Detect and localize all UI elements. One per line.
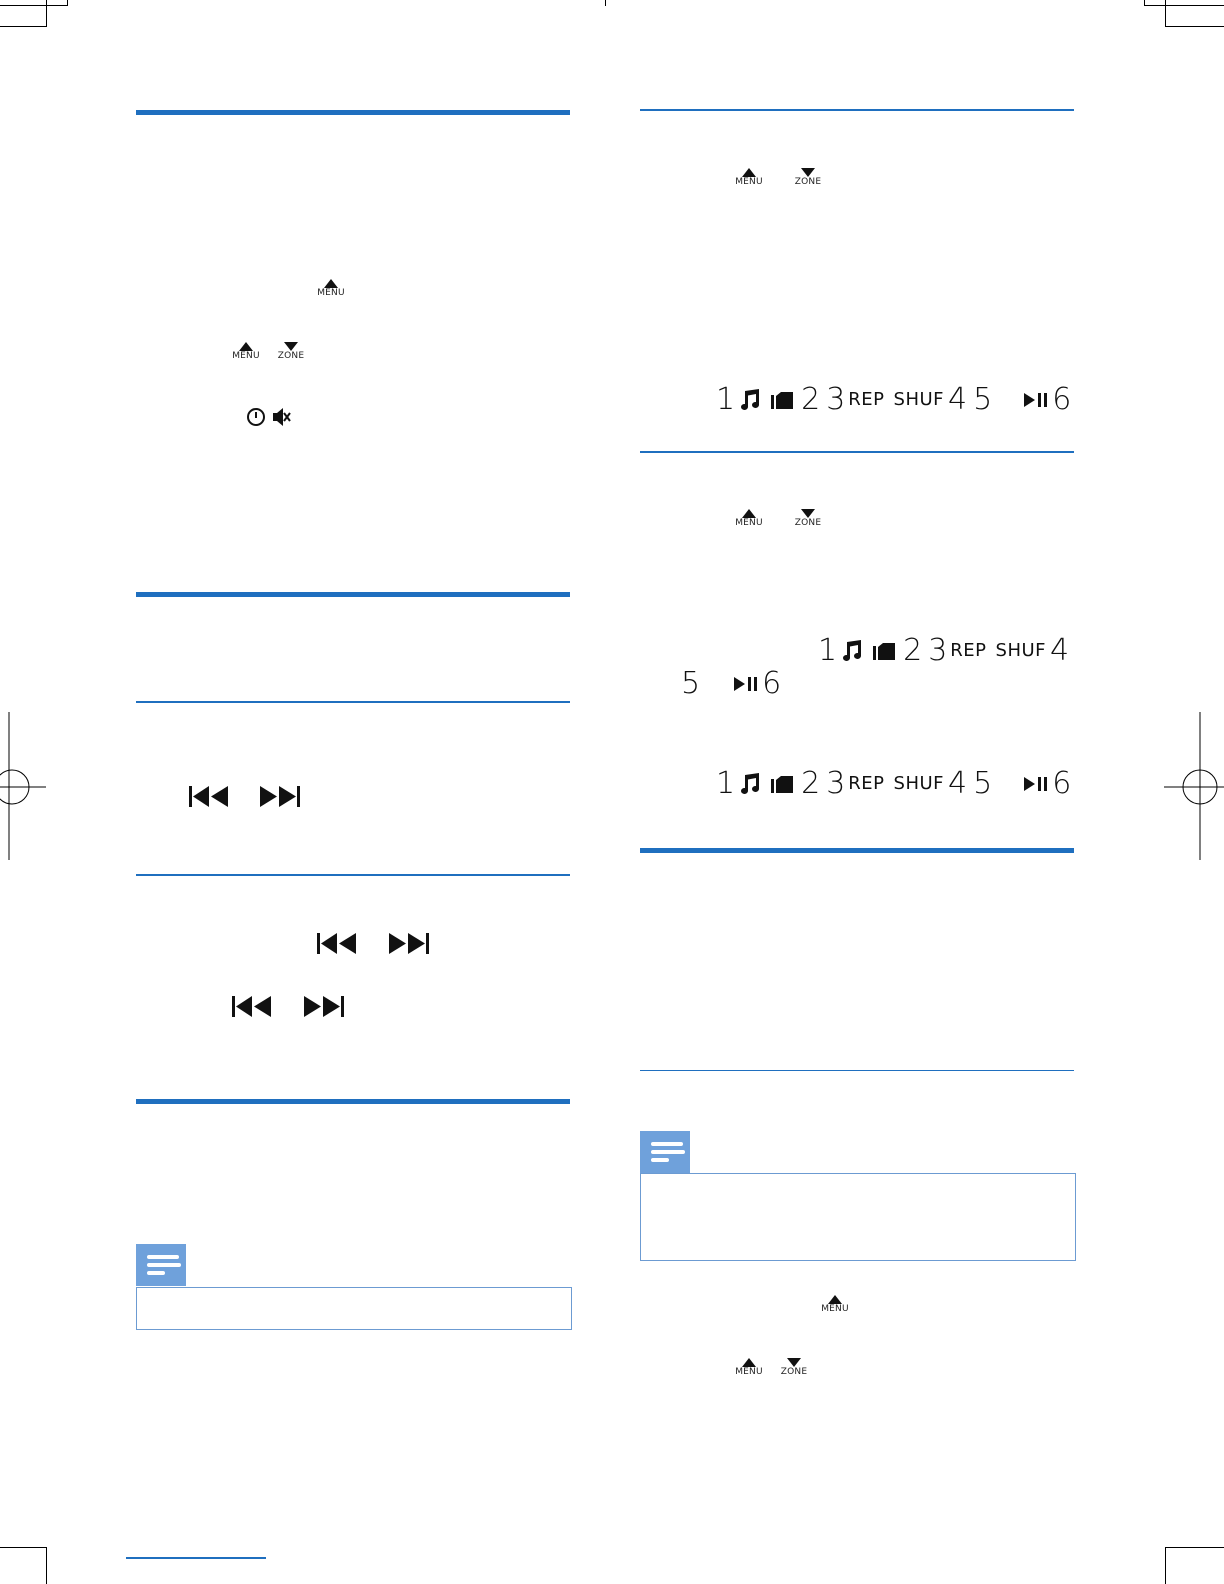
crop-mark: [0, 5, 68, 6]
crop-mark: [1166, 1547, 1224, 1548]
subsection-rule: [640, 451, 1074, 453]
crop-mark: [67, 0, 68, 6]
crop-mark: [0, 26, 46, 27]
digit: 3: [826, 766, 846, 801]
triangle-up-icon: [742, 1358, 756, 1367]
menu-label: MENU: [317, 288, 345, 298]
digit: 5: [973, 766, 993, 801]
zone-label: ZONE: [780, 1367, 808, 1377]
menu-label: MENU: [735, 518, 763, 528]
digit: 1: [716, 382, 736, 417]
display-sequence: [716, 382, 1071, 417]
triangle-down-icon: [284, 342, 298, 351]
shuf-indicator: SHUF: [893, 773, 945, 794]
registration-mark-left: [0, 712, 50, 862]
digit: 1: [818, 633, 838, 668]
digit: 4: [948, 382, 968, 417]
zone-button: [777, 1358, 811, 1377]
triangle-up-icon: [742, 168, 756, 177]
digit: 2: [801, 766, 821, 801]
digit: 1: [716, 766, 736, 801]
menu-button: [818, 1295, 852, 1314]
triangle-down-icon: [801, 168, 815, 177]
digit: 2: [903, 633, 923, 668]
crop-mark: [1144, 5, 1224, 6]
music-note-icon: [739, 772, 763, 796]
crop-mark: [46, 1547, 47, 1584]
digit: 4: [1050, 633, 1070, 668]
digit: 5: [973, 382, 993, 417]
triangle-up-icon: [742, 509, 756, 518]
note-icon: [640, 1131, 690, 1173]
triangle-down-icon: [787, 1358, 801, 1367]
menu-label: MENU: [735, 1367, 763, 1377]
menu-label: MENU: [821, 1304, 849, 1314]
zone-button: [791, 168, 825, 187]
registration-mark-right: [1164, 712, 1224, 862]
digit: 6: [1052, 382, 1072, 417]
menu-label: MENU: [735, 177, 763, 187]
display-sequence: [818, 633, 1069, 668]
folder-icon: [871, 640, 897, 662]
section-rule: [640, 848, 1074, 853]
zone-button: [274, 342, 308, 361]
display-sequence: [716, 766, 1071, 801]
digit: 6: [1052, 766, 1072, 801]
section-rule: [136, 1099, 570, 1104]
footer-rule: [126, 1557, 266, 1559]
subsection-rule: [136, 874, 570, 876]
subsection-rule: [640, 1070, 1074, 1071]
crop-mark: [1165, 1547, 1166, 1584]
menu-button: [732, 1358, 766, 1377]
folder-icon: [769, 389, 795, 411]
triangle-down-icon: [801, 509, 815, 518]
menu-button: [314, 279, 348, 298]
digit: 3: [928, 633, 948, 668]
rep-indicator: REP: [848, 773, 885, 794]
note-icon: [136, 1244, 186, 1286]
digit: 3: [826, 382, 846, 417]
shuf-indicator: SHUF: [995, 640, 1047, 661]
zone-label: ZONE: [794, 518, 822, 528]
triangle-up-icon: [324, 279, 338, 288]
crop-mark: [1144, 0, 1145, 6]
section-rule: [136, 110, 570, 115]
note-box: [640, 1173, 1076, 1261]
previous-icon: [317, 933, 357, 954]
power-icon: [246, 407, 266, 427]
subsection-rule: [640, 109, 1074, 111]
triangle-up-icon: [828, 1295, 842, 1304]
triangle-up-icon: [239, 342, 253, 351]
folder-icon: [769, 773, 795, 795]
menu-button: [229, 342, 263, 361]
crop-mark: [1166, 26, 1224, 27]
menu-label: MENU: [232, 351, 260, 361]
play-pause-icon: [1024, 776, 1050, 792]
mute-icon: [272, 406, 292, 428]
previous-icon: [189, 786, 229, 807]
menu-button: [732, 168, 766, 187]
section-rule: [136, 592, 570, 597]
digit: 2: [801, 382, 821, 417]
digit: 6: [762, 666, 782, 701]
rep-indicator: REP: [950, 640, 987, 661]
play-pause-icon: [734, 676, 760, 692]
crop-mark: [0, 1547, 46, 1548]
next-icon: [304, 996, 345, 1017]
zone-button: [791, 509, 825, 528]
shuf-indicator: SHUF: [893, 389, 945, 410]
music-note-icon: [841, 639, 865, 663]
play-pause-icon: [1024, 392, 1050, 408]
digit: 5: [681, 666, 701, 701]
rep-indicator: REP: [848, 389, 885, 410]
music-note-icon: [739, 388, 763, 412]
zone-label: ZONE: [794, 177, 822, 187]
previous-icon: [232, 996, 272, 1017]
note-box: [136, 1287, 572, 1330]
display-sequence-continued: [681, 666, 781, 701]
next-icon: [260, 786, 301, 807]
digit: 4: [948, 766, 968, 801]
zone-label: ZONE: [277, 351, 305, 361]
crop-mark: [605, 0, 606, 6]
menu-button: [732, 509, 766, 528]
subsection-rule: [136, 701, 570, 703]
next-icon: [389, 933, 430, 954]
